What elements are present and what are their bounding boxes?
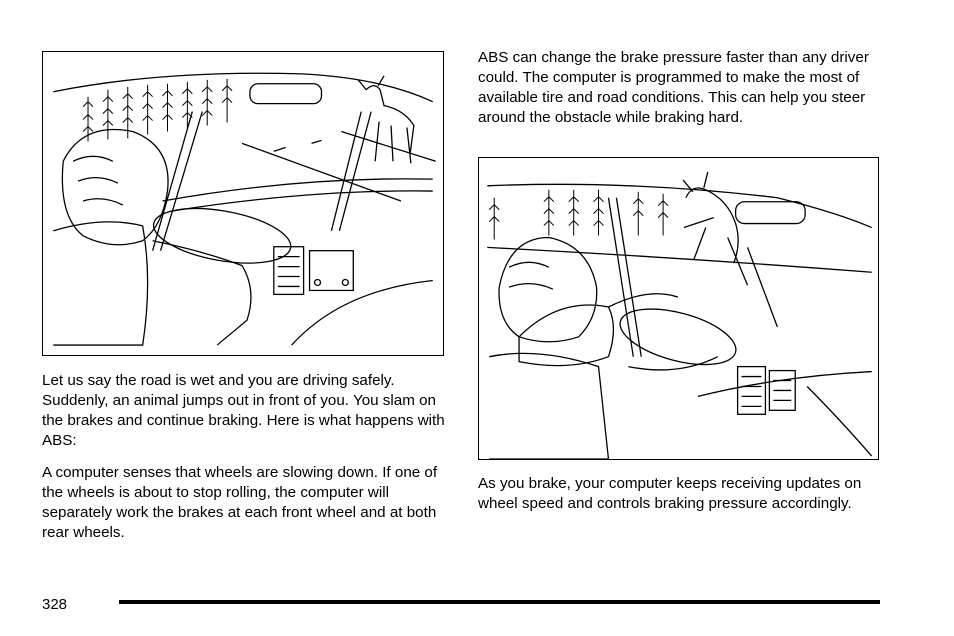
paragraph-abs-pressure: ABS can change the brake pressure faster than any driver could. The computer is programmed to make the most of available tire and road conditions. This can help you steer around the obstacle while braking hard. — [478, 49, 869, 126]
paragraph-animal-scenario: Let us say the road is wet and you are driving safely. Suddenly, an animal jumps out in front of you. You slam on the brakes and continue braking. Here is what happens with ABS: — [42, 372, 445, 449]
deer-jumps-drawing — [479, 158, 878, 459]
page-number: 328 — [42, 596, 68, 613]
illustration-driver-sees-deer — [42, 51, 444, 356]
right-column-top — [478, 48, 883, 128]
illustration-deer-jumps — [478, 157, 879, 460]
driver-deer-drawing — [43, 52, 443, 355]
paragraph-computer-updates: As you brake, your computer keeps receiving updates on wheel speed and controls braking pressure accordingly. — [478, 475, 862, 512]
paragraph-computer-senses: A computer senses that wheels are slowing down. If one of the wheels is about to stop rolling, the computer will separately work the brakes at each front wheel and at both rear wheels. — [42, 464, 438, 541]
right-column-bottom — [478, 474, 883, 514]
left-column — [42, 371, 447, 543]
footer-rule — [119, 600, 880, 604]
